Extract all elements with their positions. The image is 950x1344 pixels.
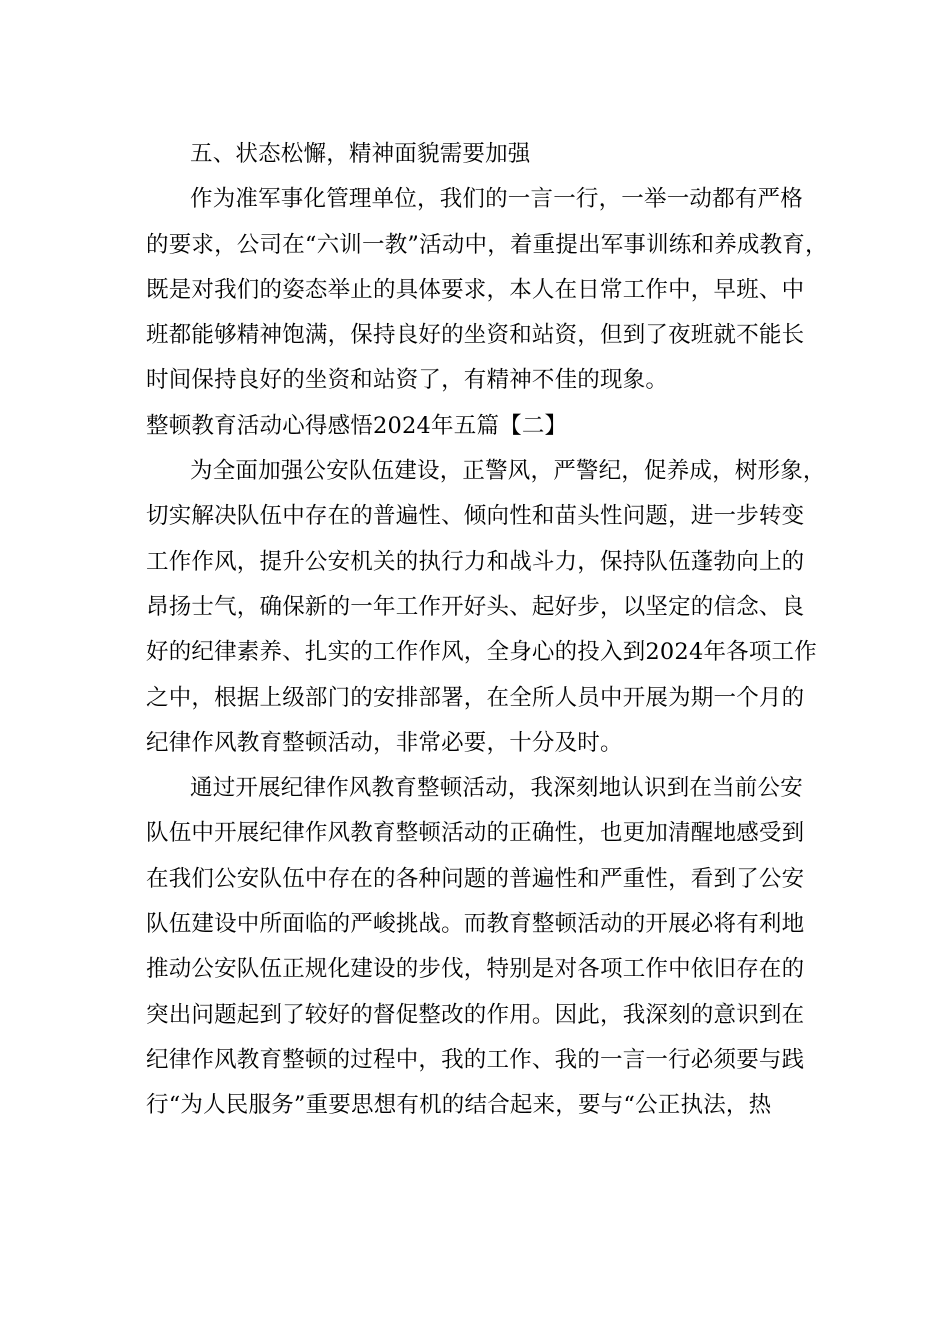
paragraph-line: 纪律作风教育整顿的过程中，我的工作、我的一言一行必须要与践 (146, 1046, 805, 1073)
paragraph-line: 队伍建设中所面临的严峻挑战。而教育整顿活动的开展必将有利地 (146, 911, 805, 938)
paragraph-line: 队伍中开展纪律作风教育整顿活动的正确性，也更加清醒地感受到 (146, 820, 805, 847)
paragraph-line: 好的纪律素养、扎实的工作作风，全身心的投入到2024年各项工作 (146, 639, 817, 666)
paragraph-line: 为全面加强公安队伍建设，正警风，严警纪，促养成，树形象， (190, 458, 826, 485)
paragraph-3 (146, 766, 826, 1128)
paragraph-line: 切实解决队伍中存在的普遍性、倾向性和苗头性问题，进一步转变 (146, 503, 805, 530)
document-page (146, 132, 826, 1129)
paragraph-line: 工作作风，提升公安机关的执行力和战斗力，保持队伍蓬勃向上的 (146, 548, 805, 575)
paragraph-line: 既是对我们的姿态举止的具体要求，本人在日常工作中，早班、中 (146, 276, 805, 303)
paragraph-1 (146, 177, 826, 403)
article-title: 整顿教育活动心得感悟2024年五篇【二】 (146, 412, 568, 439)
paragraph-line: 昂扬士气，确保新的一年工作开好头、起好步，以坚定的信念、良 (146, 593, 805, 620)
paragraph-line: 推动公安队伍正规化建设的步伐，特别是对各项工作中依旧存在的 (146, 956, 805, 983)
paragraph-line: 时间保持良好的坐资和站资了，有精神不佳的现象。 (146, 367, 669, 394)
paragraph-line: 纪律作风教育整顿活动，非常必要，十分及时。 (146, 729, 623, 756)
paragraph-line: 的要求，公司在“六训一教”活动中，着重提出军事训练和养成教育， (146, 231, 828, 258)
paragraph-2 (146, 449, 826, 766)
paragraph-line: 作为准军事化管理单位，我们的一言一行，一举一动都有严格 (190, 186, 803, 213)
section-heading: 五、状态松懈，精神面貌需要加强 (190, 141, 531, 167)
paragraph-line: 行“为人民服务”重要思想有机的结合起来，要与“公正执法，热 (146, 1092, 772, 1119)
paragraph-line: 班都能够精神饱满，保持良好的坐资和站资，但到了夜班就不能长 (146, 322, 805, 349)
paragraph-line: 之中，根据上级部门的安排部署，在全所人员中开展为期一个月的 (146, 684, 805, 711)
paragraph-line: 突出问题起到了较好的督促整改的作用。因此，我深刻的意识到在 (146, 1001, 805, 1028)
paragraph-line: 通过开展纪律作风教育整顿活动，我深刻地认识到在当前公安 (190, 775, 803, 802)
paragraph-line: 在我们公安队伍中存在的各种问题的普遍性和严重性，看到了公安 (146, 865, 805, 892)
